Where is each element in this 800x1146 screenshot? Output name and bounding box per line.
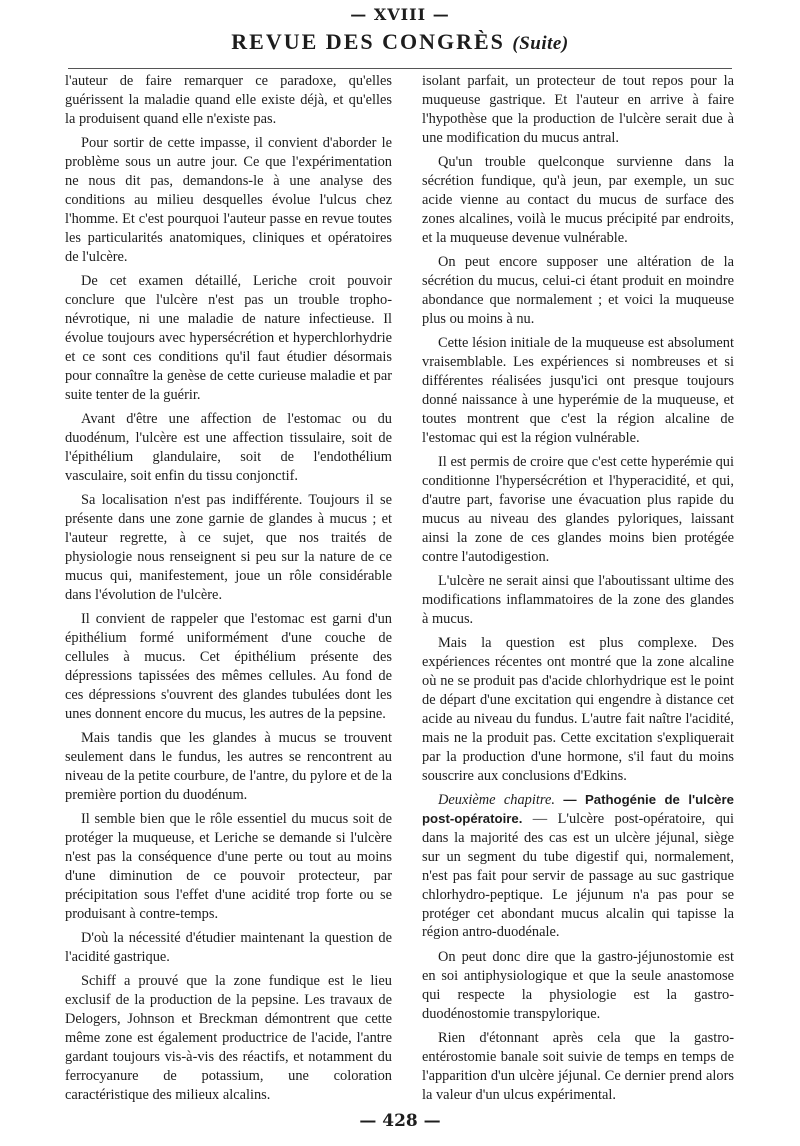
right-column xyxy=(422,72,734,1102)
chapter-label: Deuxième chapitre. xyxy=(438,792,555,809)
paragraph: Il semble bien que le rôle essentiel du mucus soit de protéger la muqueuse, et Leriche se demande si l'ulcère n'est pas la conséquence d'une perte ou tout au moins d'une diminution de ce pouvoir protecteur, par précipitation sous l'effet d'une acidité trop forte ou se produisant à contre-temps. xyxy=(65,811,392,922)
section-number: — XVIII — xyxy=(350,5,450,24)
paragraph: Pour sortir de cette impasse, il convient d'aborder le problème sous un autre jour. Ce que l'expérimentation ne nous dit pas, demandons-le à une analyse des conditions au milieu desquelles évolue l'ulcus chez l'homme. Et c'est pourquoi l'auteur passe en revue toutes les particularités anatomiques, cliniques et opératoires de l'ulcère. xyxy=(65,135,392,265)
paragraph: Mais tandis que les glandes à mucus se trouvent seulement dans le fundus, les autres se rencontrent au niveau de la petite courbure, de l'antre, du pylore et de la première portion du duodénum. xyxy=(65,729,392,803)
paragraph: Rien d'étonnant après cela que la gastro-entérostomie banale soit suivie de temps en temps de l'apparition d'un ulcère jéjunal. Ce dernier prend alors la valeur d'un ulcus expérimental. xyxy=(422,1030,734,1102)
chapter-paragraph xyxy=(422,791,734,942)
paragraph: On peut encore supposer une altération de la sécrétion du mucus, celui-ci étant produit en moindre abondance que normalement ; et voici la muqueuse plus ou moins à nu. xyxy=(422,254,734,327)
paragraph: Il convient de rappeler que l'estomac est garni d'un épithélium formé uniformément d'une couche de cellules à mucus. Cet épithélium présente des dépressions tapissées des mêmes cellules. Au fond de ces dépressions s'ouvrent des glandes tubulées dont les unes donnent encore du mucus, les autres de la pepsine. xyxy=(65,610,392,722)
paragraph: D'où la nécessité d'étudier maintenant la question de l'acidité gastrique. xyxy=(65,929,392,965)
paragraph: On peut donc dire que la gastro-jéjunostomie est en soi antiphysiologique et que la seule anastomose qui respecte la physiologie est la gastro-duodénostomie transpylorique. xyxy=(422,948,734,1022)
page-title xyxy=(0,29,800,55)
paragraph: Schiff a prouvé que la zone fundique est le lieu exclusif de la production de la pepsine. Les travaux de Delogers, Johnson et Breckman démontrent que cette même zone est également productrice de l'acide, l'antre gardant toujours vis-à-vis des réactifs, et notamment du ferrocyanure de potassium, une coloration caractéristique des milieux alcalins. xyxy=(65,973,392,1102)
paragraph: Cette lésion initiale de la muqueuse est absolument vraisemblable. Les expériences si nombreuses et si différentes réalisées jusqu'ici ont presque toujours donné naissance à une hyperémie de la muqueuse, et toutes montrent que c'est la région alcaline de l'estomac qui est la région vulnérable. xyxy=(422,335,734,446)
header-rule xyxy=(68,68,732,69)
paragraph: De cet examen détaillé, Leriche croit pouvoir conclure que l'ulcère n'est pas un trouble tropho-névrotique, ni une maladie de nature infectieuse. Il évolue toujours avec hypersécrétion et hyperchlorhydrie et ce sont ces conditions qu'il faut étudier désormais pour connaître la genèse de cette curieuse maladie et par suite tenter de la guérir. xyxy=(65,273,392,403)
paragraph: Avant d'être une affection de l'estomac ou du duodénum, l'ulcère est une affection tissulaire, soit de l'épithélium glandulaire, soit de l'endothélium vasculaire, soit enfin du tissu conjonctif. xyxy=(65,410,392,484)
page-number: — 428 — xyxy=(359,1111,441,1131)
left-column xyxy=(65,72,392,1102)
paragraph: l'auteur de faire remarquer ce paradoxe, qu'elles guérissent la maladie quand elle existe déjà, et qu'elles la produisent quand elle n'existe pas. xyxy=(65,73,392,127)
paragraph: Sa localisation n'est pas indifférente. Toujours il se présente dans une zone garnie de glandes à mucus ; et l'auteur regrette, à ce sujet, que nos traités de physiologie nous renseignent si peu sur la nature de ce mucus qui, manifestement, joue un rôle considérable dans l'évolution de l'ulcère. xyxy=(65,492,392,603)
paragraph: Il est permis de croire que c'est cette hyperémie qui conditionne l'hypersécrétion et l'hyperacidité, et qui, d'autre part, favorise une évacuation plus rapide du mucus au niveau des glandes pyloriques, laissant ainsi la zone de ces glandes moins bien protégée contre l'autodigestion. xyxy=(422,454,734,565)
chapter-body: — L'ulcère post-opératoire, qui dans la majorité des cas est un ulcère jéjunal, siège sur un segment du tube digestif qui, normalement, n'est pas fait pour servir de passage au suc gastrique chlorhydro-peptique. Le jéjunum n'a pas pour se protéger cet abondant mucus alcalin qui tapisse la région antro-duodénale. xyxy=(422,811,734,941)
paragraph: Mais la question est plus complexe. Des expériences récentes ont montré que la zone alcaline où ne se produit pas d'acide chlorhydrique est le point de départ d'une excitation qui engendre à distance cet acide au niveau du fundus. L'autre fait naître l'acidité, mais ne la produit pas. Cette excitation s'expliquerait par la production d'une hormone, s'il faut du moins souscrire aux conclusions d'Edkins. xyxy=(422,635,734,784)
title-suffix: (Suite) xyxy=(512,33,569,54)
chapter-heading: — Pathogénie de l'ulcère post-opératoire. xyxy=(422,792,734,827)
paragraph: isolant parfait, un protecteur de tout repos pour la muqueuse gastrique. Et l'auteur en arrive à faire l'hypothèse que la production de l'ulcère serait due à une modification du mucus antral. xyxy=(422,73,734,146)
paragraph: L'ulcère ne serait ainsi que l'aboutissant ultime des modifications inflammatoires de la zone des glandes à mucus. xyxy=(422,573,734,627)
title-main: REVUE DES CONGRÈS xyxy=(231,29,505,54)
paragraph: Qu'un trouble quelconque survienne dans la sécrétion fundique, qu'à jeun, par exemple, un suc acide vienne au contact du mucus de surface des zones alcalines, voilà le mucus précipité par endroits, et la muqueuse devenue vulnérable. xyxy=(422,154,734,246)
